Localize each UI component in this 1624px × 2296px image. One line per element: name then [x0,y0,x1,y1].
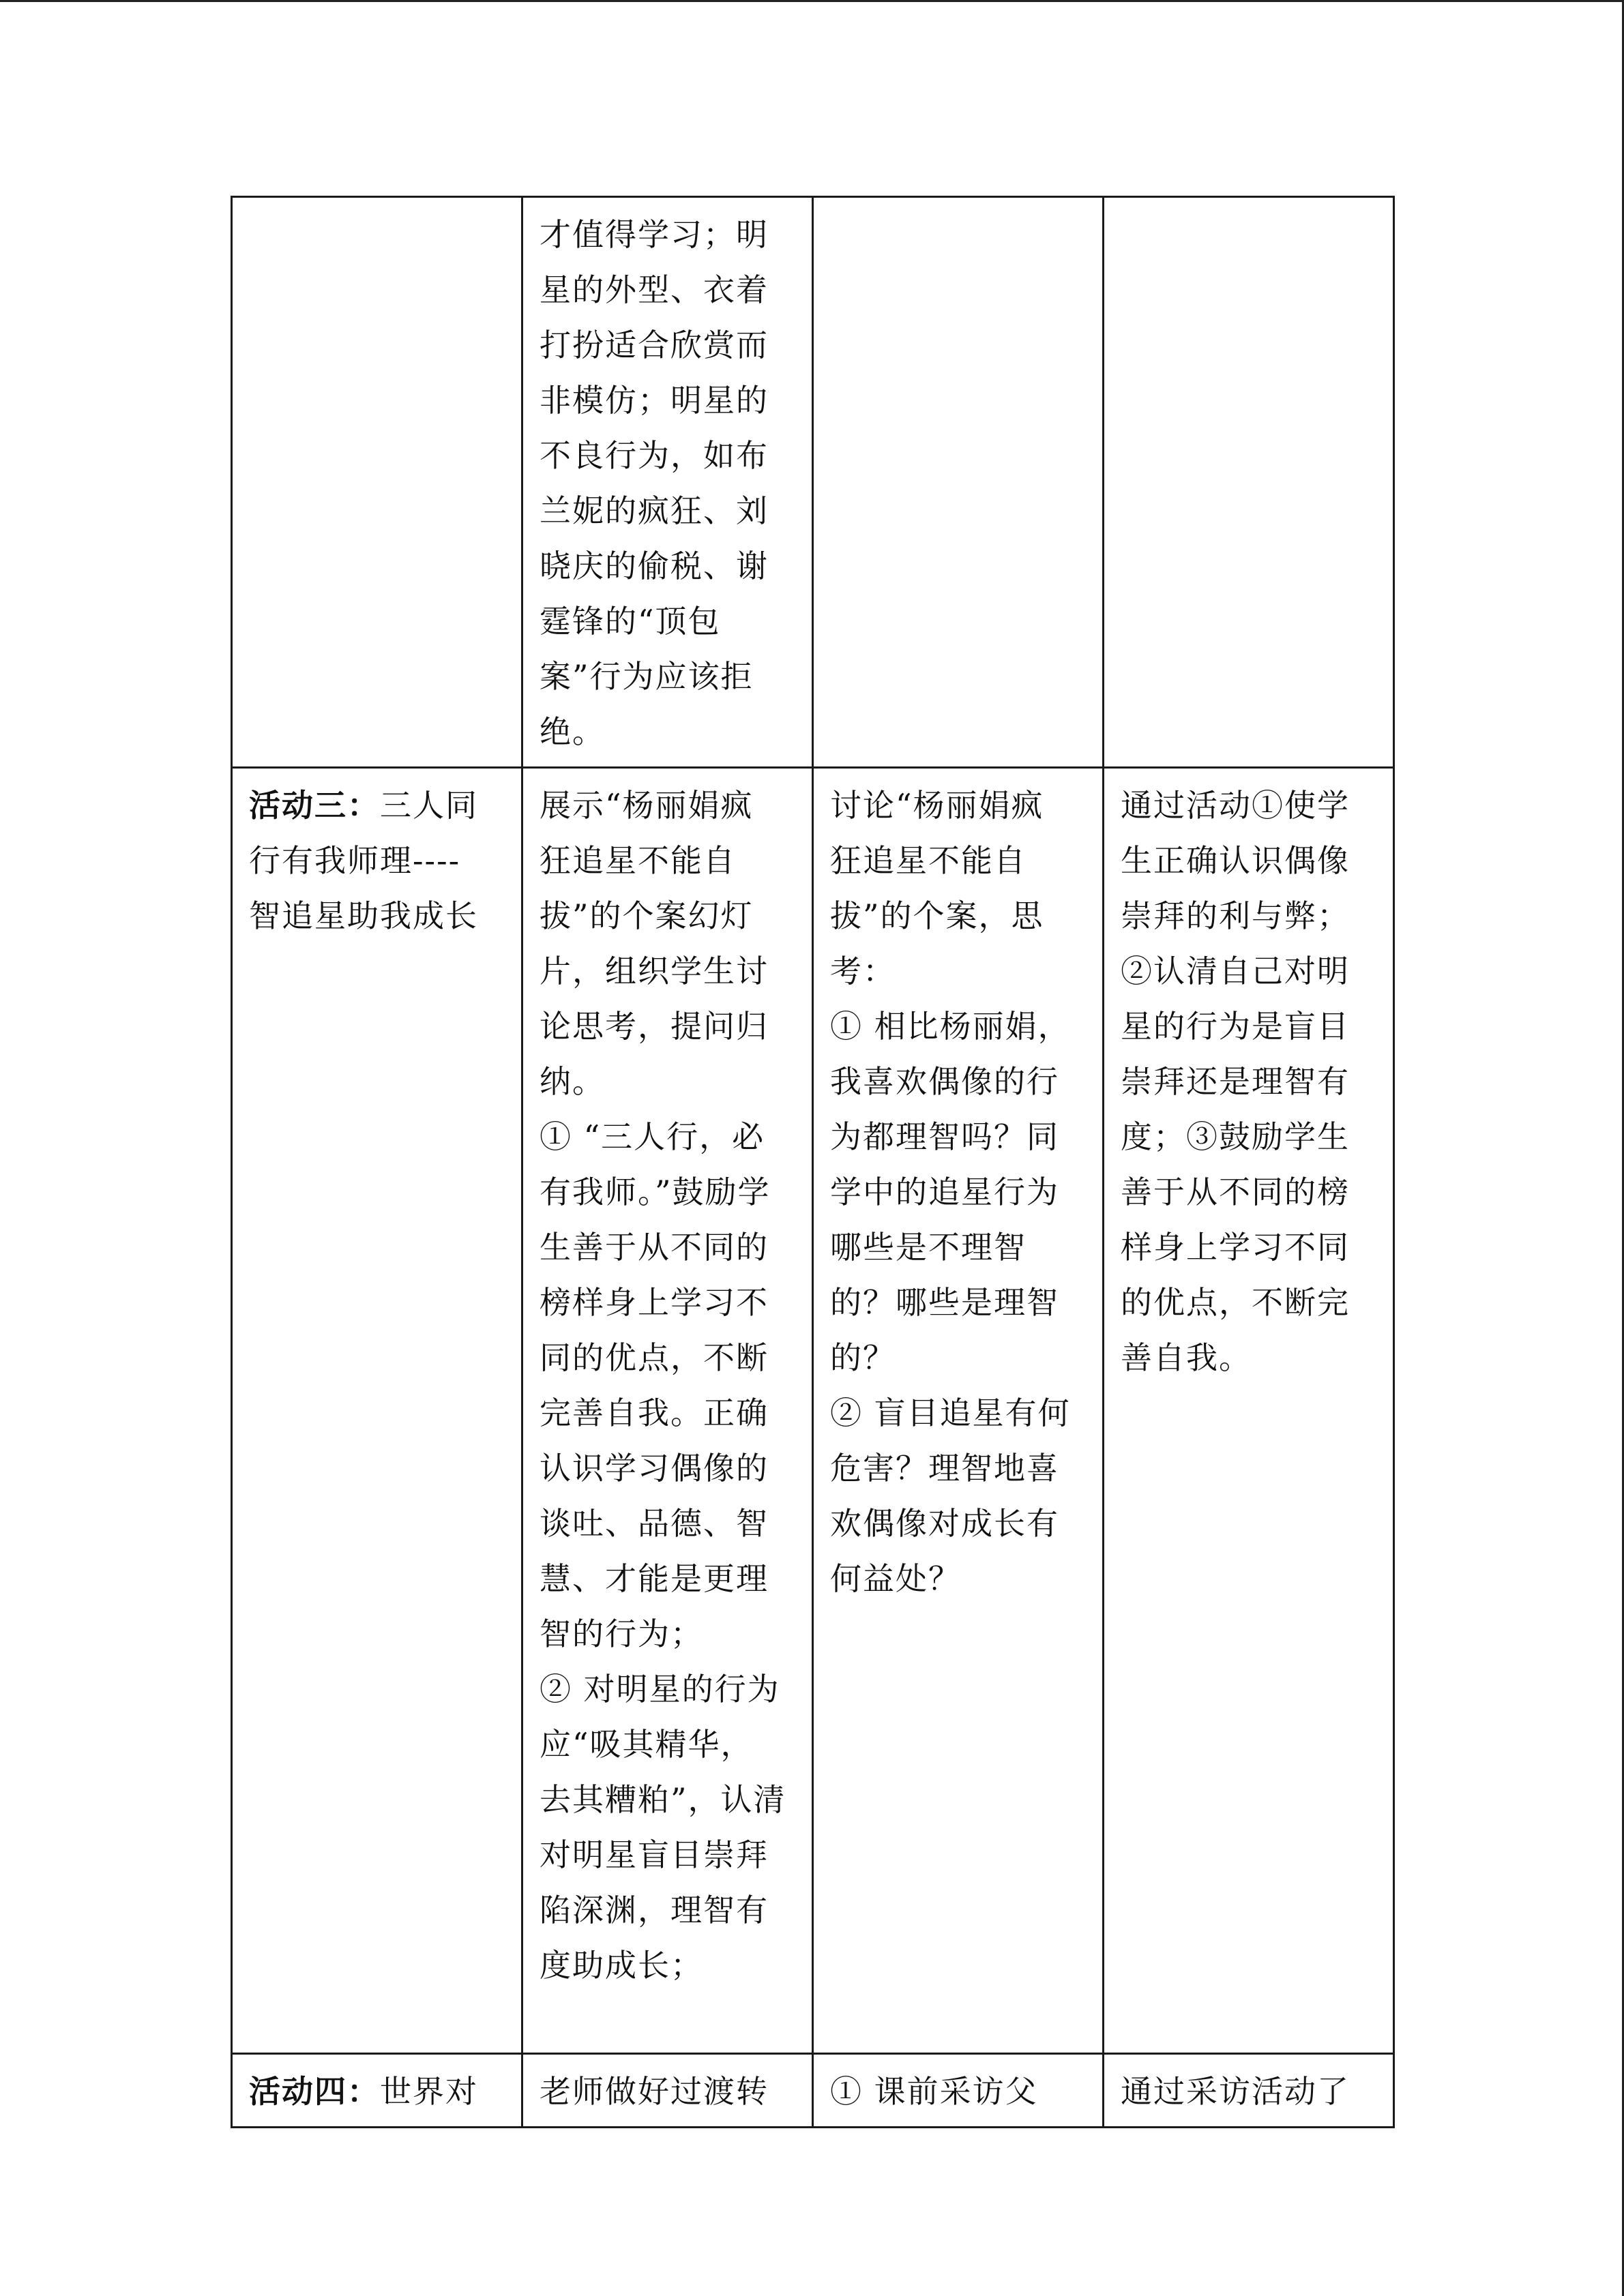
student-activity-cell [813,768,1104,2054]
cell-text-line: 的优点，不断完 [1121,1284,1350,1321]
activity-cell [232,2054,522,2128]
cell-text-line: 星的行为是盲目 [1121,1008,1350,1045]
cell-text-line: 考： [830,953,896,989]
table-row-activity-3 [232,768,1394,2054]
cell-text-line: 狂追星不能自 [540,842,736,879]
cell-text-line: 拔”的个案幻灯 [540,897,754,934]
cell-text-line: 慧、才能是更理 [540,1560,769,1597]
activity-label: 活动三： [249,787,380,824]
design-purpose-cell [1104,2054,1394,2128]
cell-text-line: 对明星盲目崇拜 [540,1836,769,1873]
activity-cell [232,197,522,768]
cell-text-line: 案”行为应该拒 [540,658,754,695]
cell-text-line: ① 相比杨丽娟， [830,1008,1071,1045]
lesson-plan-table [231,196,1395,2128]
cell-text-line: ② 盲目追星有何 [830,1395,1071,1431]
activity-title-text: 智追星助我成长 [249,897,478,934]
cell-text-line: 打扮适合欣赏而 [540,327,769,363]
teacher-activity-cell [522,197,813,768]
cell-text-line: 哪些是不理智 [830,1229,1027,1266]
cell-text-line: 为都理智吗？同 [830,1118,1059,1155]
cell-text-line: 兰妮的疯狂、刘 [540,492,769,529]
cell-text-line: 的？ [830,1339,896,1376]
cell-text-line: 认识学习偶像的 [540,1450,769,1487]
activity-title-text: 三人同 [380,787,478,824]
cell-text-line: 纳。 [540,1063,605,1100]
cell-text-line: 星的外型、衣着 [540,271,769,308]
cell-text-line: ① 课前采访父 [830,2073,1038,2110]
cell-text-line: 智的行为； [540,1615,703,1652]
cell-text-line: 老师做好过渡转 [540,2073,769,2110]
activity-cell [232,768,522,2054]
cell-text-line: 晓庆的偷税、谢 [540,548,769,584]
cell-text-line: 度；③鼓励学生 [1121,1118,1350,1155]
cell-text-line: 论思考，提问归 [540,1008,769,1045]
cell-text-line: 才值得学习；明 [540,216,769,253]
activity-title-line [249,778,509,833]
cell-text-line: 谈吐、品德、智 [540,1505,769,1542]
cell-text-line: 何益处？ [830,1560,961,1597]
cell-text-line: 的？哪些是理智 [830,1284,1059,1321]
cell-text-line: 片，组织学生讨 [540,953,769,989]
lesson-plan-table-body [232,197,1394,2128]
cell-text-line: 生正确认识偶像 [1121,842,1350,879]
cell-text-line: 展示“杨丽娟疯 [540,787,754,824]
cell-text-line: 去其糟粕”，认清 [540,1781,786,1818]
teacher-activity-cell [522,768,813,2054]
cell-text-line: 应“吸其精华， [540,1726,754,1763]
table-row-activity-4 [232,2054,1394,2128]
cell-text-line: 崇拜的利与弊； [1121,897,1350,934]
cell-text-line: 绝。 [540,713,605,750]
cell-text-line: ① “三人行，必 [540,1118,765,1155]
cell-text-line: 样身上学习不同 [1121,1229,1350,1266]
activity-title-text: 行有我师理---- [249,842,461,879]
teacher-activity-cell [522,2054,813,2128]
cell-text-line: 学中的追星行为 [830,1174,1059,1210]
student-activity-cell [813,197,1104,768]
cell-text-line: ②认清自己对明 [1121,953,1350,989]
cell-text-line: 讨论“杨丽娟疯 [830,787,1044,824]
design-purpose-cell [1104,768,1394,2054]
activity-title-text: 世界对 [380,2073,478,2110]
cell-text-line: 完善自我。正确 [540,1395,769,1431]
cell-text-line: 霆锋的“顶包 [540,603,721,640]
cell-text-line: 狂追星不能自 [830,842,1027,879]
cell-text-line: 通过活动①使学 [1121,787,1350,824]
table-row-continuation [232,197,1394,768]
cell-text-line: 同的优点，不断 [540,1339,769,1376]
cell-text-line: 崇拜还是理智有 [1121,1063,1350,1100]
cell-text-line: 善于从不同的榜 [1121,1174,1350,1210]
cell-text-line: 欢偶像对成长有 [830,1505,1059,1542]
cell-text-line: 我喜欢偶像的行 [830,1063,1059,1100]
cell-text-line: 陷深渊，理智有 [540,1892,769,1928]
cell-text-line: 生善于从不同的 [540,1229,769,1266]
design-purpose-cell [1104,197,1394,768]
cell-text-line: 度助成长； [540,1947,703,1984]
page-top-border [0,0,1624,2]
cell-text-line: 危害？理智地喜 [830,1450,1059,1487]
cell-text-line: 善自我。 [1121,1339,1252,1376]
cell-text-line: ② 对明星的行为 [540,1671,780,1708]
cell-text-line: 非模仿；明星的 [540,382,769,419]
cell-text-line: 榜样身上学习不 [540,1284,769,1321]
activity-label: 活动四： [249,2073,380,2110]
cell-text-line: 有我师。”鼓励学 [540,1174,771,1210]
activity-title-line [249,2064,509,2119]
cell-text-line: 拔”的个案，思 [830,897,1044,934]
student-activity-cell [813,2054,1104,2128]
cell-text-line: 通过采访活动了 [1121,2073,1350,2110]
cell-text-line: 不良行为，如布 [540,437,769,474]
